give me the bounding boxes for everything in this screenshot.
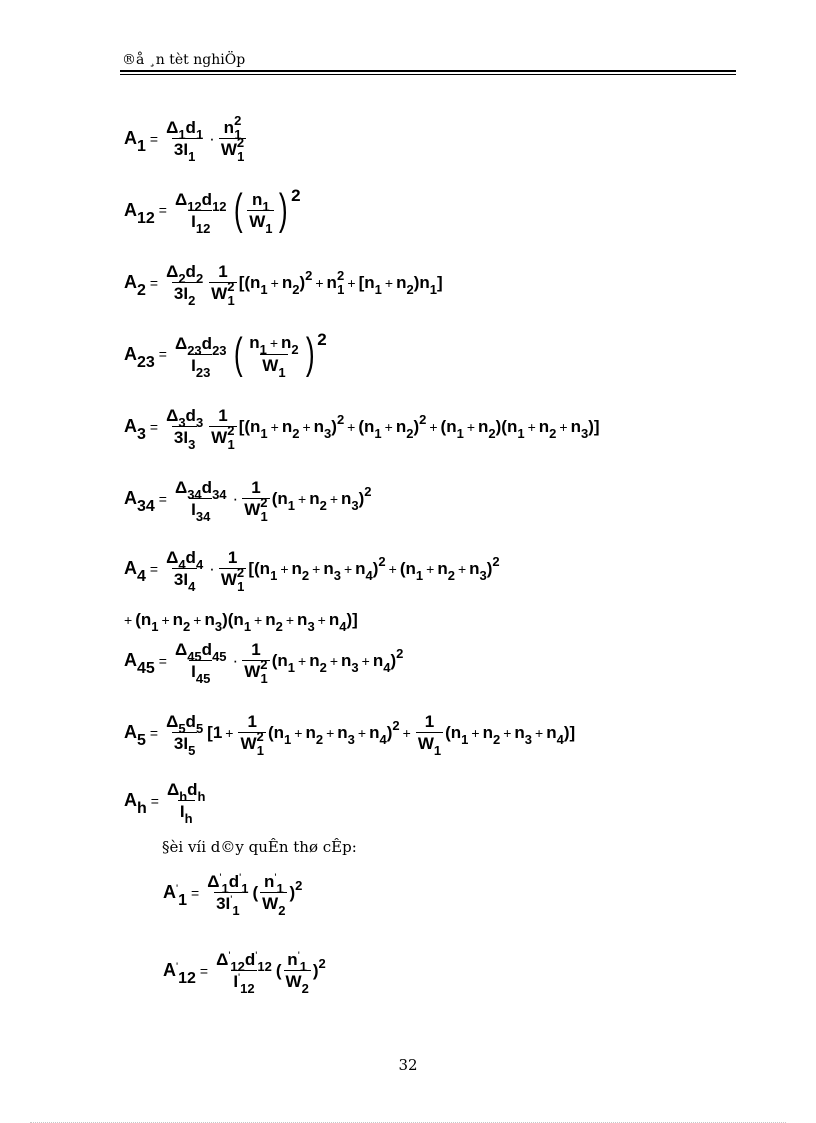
fraction: $\frac{1}{W^2_1}$ [244, 640, 268, 686]
equation-a12: $A_{12}$ = $\frac{\Delta_{12}d_{12}}{I_{12}}$ ( $\frac{n_1}{W_1}$ ) 2 [124, 185, 301, 236]
header-rule [120, 70, 736, 72]
eq-lhs-sub: 34 [137, 498, 155, 515]
equation-a45: $A_{45}$ = $\frac{\Delta_{45}d_{45}}{I_{45}}$ · $\frac{1}{W^2_1}$ $(n_1 + n_2 + n_3 + n_4)^2$ [124, 640, 404, 686]
equation-a5: $A_5$ = $\frac{\Delta_5d_5}{3I_5}$ [1 + $\frac{1}{W^2_1}$ $(n_1 + n_2 + n_3 + n_4)^2$ + $\frac{1}{W_1}$ $(n_1 + n_2 + n_3 + n_4)$] [124, 712, 576, 758]
eq-lhs: A [124, 416, 137, 436]
header-rule-thin [120, 74, 736, 75]
eq-lhs-sub: h [137, 800, 147, 817]
fraction: $\frac{\Delta_5d_5}{3I_5}$ [166, 712, 204, 758]
eq-lhs-sub: 1 [137, 138, 146, 155]
fraction: $\frac{1}{W^2_1}$ [220, 548, 245, 594]
eq-lhs: A [124, 488, 137, 508]
eq-lhs-sub: 3 [137, 426, 146, 443]
equation-a1-prime: $A'_1$ = $\frac{\Delta'_1d'_1}{3I'_1}$ ( $\frac{n'_1}{W_2}$ )$^2$ [163, 872, 303, 918]
fraction: $\frac{\Delta_4d_4}{3I_4}$ [166, 548, 204, 594]
eq-lhs: A [124, 790, 137, 810]
equation-a23: $A_{23}$ = $\frac{\Delta_{23}d_{23}}{I_{23}}$ ( $\frac{n_1 + n_2}{W_1}$ ) 2 [124, 329, 327, 380]
equation-ah: $A_h$ = $\frac{\Delta_hd_h}{I_h}$ [124, 780, 206, 826]
equation-a12-prime: $A'_{12}$ = $\frac{\Delta'_{12}d'_{12}}{I'_{12}}$ ( $\frac{n'_1}{W_2}$ )$^2$ [163, 950, 326, 996]
eq-lhs: A [163, 882, 176, 902]
fraction: $\frac{n^2_1}{W^2_1}$ [220, 113, 245, 164]
fraction: $\frac{\Delta_2d_2}{3I_2}$ [166, 262, 204, 308]
eq-lhs-sub: 1 [178, 892, 188, 909]
eq-lhs: A [124, 272, 137, 292]
eq-lhs: A [124, 722, 137, 742]
equation-a1: $A_1$ = $\frac{\Delta_1d_1}{3I_1}$ · $\frac{n^2_1}{W^2_1}$ [124, 113, 245, 164]
equation-a34: $A_{34}$ = $\frac{\Delta_{34}d_{34}}{I_{34}}$ · $\frac{1}{W^2_1}$ $(n_1 + n_2 + n_3)^2$ [124, 478, 372, 524]
equation-a4: $A_4$ = $\frac{\Delta_4d_4}{3I_4}$ · $\frac{1}{W^2_1}$ [$(n_1 + n_2 + n_3 + n_4)^2 + (n_1 + n_2 + n_3)^2$ [124, 548, 500, 594]
fraction: $\frac{n'_1}{W_2}$ [262, 872, 286, 918]
eq-lhs-sub: 5 [137, 732, 146, 749]
equation-a3: $A_3$ = $\frac{\Delta_3d_3}{3I_3}$ $\frac{1}{W^2_1}$ $[(n_1 + n_2 + n_3)^2 + (n_1 + n_2)^2 + (n_1 + n_2)(n_1 + n_2 + n_3)]$ [124, 406, 600, 452]
eq-lhs: A [124, 343, 137, 364]
fraction: $\frac{1}{W_1}$ [417, 712, 442, 758]
fraction: $\frac{\Delta_{23}d_{23}}{I_{23}}$ [174, 333, 227, 380]
equation-a2: $A_2$ = $\frac{\Delta_2d_2}{3I_2}$ $\frac{1}{W^2_1}$ $[(n_1 + n_2)^2 + n^2_1 + [n_1 + n_2)n_1]$ [124, 262, 443, 308]
fraction: $\frac{\Delta_1d_1}{3I_1}$ [166, 118, 204, 164]
eq-lhs: A [124, 128, 137, 148]
fraction: $\frac{\Delta'_{12}d'_{12}}{I'_{12}}$ [216, 950, 272, 996]
eq-lhs: A [124, 558, 137, 578]
fraction: $\frac{\Delta_{45}d_{45}}{I_{45}}$ [174, 640, 227, 686]
fraction: $\frac{\Delta_{34}d_{34}}{I_{34}}$ [174, 478, 227, 524]
fraction: $\frac{\Delta_3d_3}{3I_3}$ [166, 406, 204, 452]
eq-lhs-sub: 12 [137, 209, 155, 227]
fraction: $\frac{1}{W^2_1}$ [244, 478, 268, 524]
fraction: $\frac{\Delta_{12}d_{12}}{I_{12}}$ [174, 189, 227, 236]
eq-lhs-sub: 45 [137, 660, 155, 677]
eq-lhs-sub: 2 [137, 282, 146, 299]
eq-lhs: A [163, 960, 176, 980]
secondary-winding-note: §èi víi d©y quÊn thø cÊp: [162, 838, 357, 856]
fraction: $\frac{1}{W^2_1}$ [240, 712, 264, 758]
fraction: $\frac{\Delta'_1d'_1}{3I'_1}$ [207, 872, 249, 918]
eq-lhs-sub: 4 [137, 568, 146, 585]
page-header: ®å ¸n tèt nghiÖp [122, 52, 246, 68]
equation-a4-continued: + $(n_1 + n_2 + n_3)(n_1 + n_2 + n_3 + n_4)$] [124, 610, 358, 634]
eq-lhs: A [124, 650, 137, 670]
eq-lhs: A [124, 199, 137, 220]
fraction: $\frac{1}{W^2_1}$ [211, 406, 235, 452]
fraction: $\frac{1}{W^2_1}$ [211, 262, 235, 308]
fraction: $\frac{n'_1}{W_2}$ [285, 950, 309, 996]
eq-lhs-sub: 12 [178, 970, 196, 987]
page-number: 32 [398, 1056, 418, 1074]
fraction: $\frac{\Delta_hd_h}{I_h}$ [166, 780, 206, 826]
eq-lhs-sub: 23 [137, 353, 155, 371]
